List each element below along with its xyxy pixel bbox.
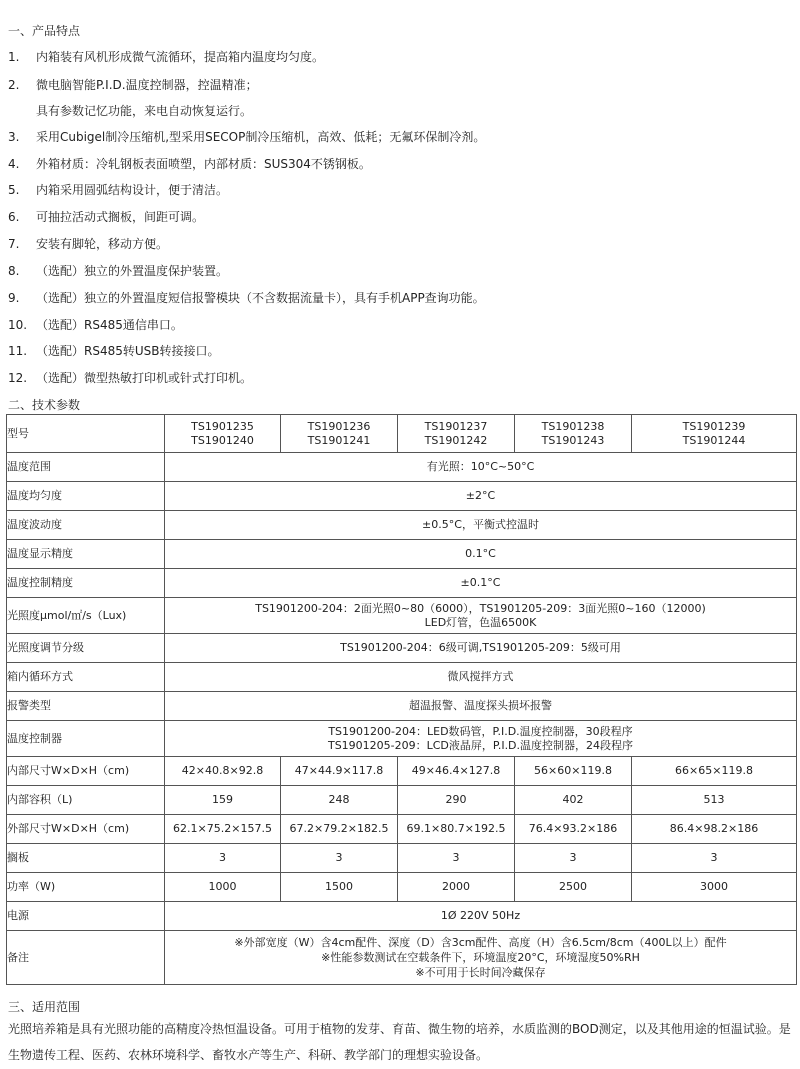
table-row bbox=[7, 569, 797, 598]
table-row bbox=[7, 482, 797, 511]
inner-size-cell: 66×65×119.8 bbox=[632, 757, 797, 786]
section-title-application: 三、适用范围 bbox=[8, 1000, 81, 1014]
section-title-features: 一、产品特点 bbox=[8, 24, 81, 38]
feature-number: 2. bbox=[8, 78, 20, 92]
power-cell: 3000 bbox=[632, 873, 797, 902]
row-label-notes: 备注 bbox=[7, 931, 165, 985]
feature-text: 微电脑智能P.I.D.温度控制器，控温精准； bbox=[36, 78, 258, 92]
feature-text: 可抽拉活动式搁板，间距可调。 bbox=[36, 210, 205, 224]
feature-text: 内箱装有风机形成微气流循环，提高箱内温度均匀度。 bbox=[36, 50, 325, 64]
note-line: ※不可用于长时间冷藏保存 bbox=[415, 966, 546, 979]
model-code: TS1901240 bbox=[191, 433, 254, 447]
notes-value bbox=[165, 931, 797, 985]
model-cell bbox=[632, 415, 797, 453]
power-cell: 2000 bbox=[398, 873, 515, 902]
inner-size-cell: 49×46.4×127.8 bbox=[398, 757, 515, 786]
shelves-cell: 3 bbox=[632, 844, 797, 873]
feature-item bbox=[36, 102, 252, 119]
shelves-cell: 3 bbox=[398, 844, 515, 873]
row-label-inner-size: 内部尺寸W×D×H（cm) bbox=[7, 757, 165, 786]
feature-text: （选配）独立的外置温度短信报警模块（不含数据流量卡），具有手机APP查询功能。 bbox=[36, 291, 485, 305]
supply-value: 1Ø 220V 50Hz bbox=[165, 902, 797, 931]
table-row bbox=[7, 511, 797, 540]
feature-number: 8. bbox=[8, 264, 20, 278]
note-line: ※性能参数测试在空载条件下，环境温度20°C，环境湿度50%RH bbox=[321, 951, 640, 964]
table-row bbox=[7, 873, 797, 902]
model-code: TS1901237 bbox=[424, 419, 488, 433]
feature-text: （选配）微型热敏打印机或针式打印机。 bbox=[36, 371, 253, 385]
row-label-alarm: 报警类型 bbox=[7, 692, 165, 721]
illuminance-line: TS1901200-204：2面光照0~80（6000），TS1901205-209：3面光照0~160（12000) bbox=[255, 601, 706, 615]
table-row bbox=[7, 757, 797, 786]
model-code: TS1901236 bbox=[307, 419, 371, 433]
volume-cell: 248 bbox=[281, 786, 398, 815]
table-row bbox=[7, 453, 797, 482]
feature-text: （选配）独立的外置温度保护装置。 bbox=[36, 264, 229, 278]
outer-size-cell: 69.1×80.7×192.5 bbox=[398, 815, 515, 844]
feature-number: 9. bbox=[8, 291, 20, 305]
shelves-cell: 3 bbox=[281, 844, 398, 873]
table-row bbox=[7, 844, 797, 873]
row-label-power: 功率（W) bbox=[7, 873, 165, 902]
model-code: TS1901235 bbox=[191, 419, 254, 433]
feature-number: 7. bbox=[8, 237, 20, 251]
row-label-volume: 内部容积（L) bbox=[7, 786, 165, 815]
table-row bbox=[7, 721, 797, 757]
row-label-temp-range: 温度范围 bbox=[7, 453, 165, 482]
feature-item bbox=[8, 369, 252, 386]
outer-size-cell: 76.4×93.2×186 bbox=[515, 815, 632, 844]
temp-uniformity-value: ±2°C bbox=[165, 482, 797, 511]
feature-number: 1. bbox=[8, 50, 20, 64]
power-cell: 2500 bbox=[515, 873, 632, 902]
shelves-cell: 3 bbox=[165, 844, 281, 873]
feature-item bbox=[8, 181, 228, 198]
inner-size-cell: 47×44.9×117.8 bbox=[281, 757, 398, 786]
feature-item bbox=[8, 48, 324, 65]
alarm-value: 超温报警、温度探头损坏报警 bbox=[165, 692, 797, 721]
feature-number: 4. bbox=[8, 157, 20, 171]
model-cell bbox=[165, 415, 281, 453]
row-label-temp-uniformity: 温度均匀度 bbox=[7, 482, 165, 511]
controller-line: TS1901205-209：LCD液晶屏，P.I.D.温度控制器，24段程序 bbox=[327, 738, 634, 752]
inner-size-cell: 42×40.8×92.8 bbox=[165, 757, 281, 786]
feature-text: 内箱采用圆弧结构设计，便于清洁。 bbox=[36, 183, 229, 197]
illuminance-value bbox=[165, 598, 797, 634]
power-cell: 1000 bbox=[165, 873, 281, 902]
feature-text: 外箱材质：冷轧钢板表面喷塑，内部材质：SUS304不锈钢板。 bbox=[36, 157, 371, 171]
feature-number: 6. bbox=[8, 210, 20, 224]
table-row bbox=[7, 786, 797, 815]
row-label-display-accuracy: 温度显示精度 bbox=[7, 540, 165, 569]
inner-size-cell: 56×60×119.8 bbox=[515, 757, 632, 786]
feature-number: 3. bbox=[8, 130, 20, 144]
power-cell: 1500 bbox=[281, 873, 398, 902]
table-row bbox=[7, 540, 797, 569]
feature-text: （选配）RS485转USB转接接口。 bbox=[36, 344, 220, 358]
feature-number: 11. bbox=[8, 344, 28, 358]
feature-text: 采用Cubigel制冷压缩机,型采用SECOP制冷压缩机，高效、低耗；无氟环保制冷剂。 bbox=[36, 130, 486, 144]
feature-item bbox=[8, 235, 168, 252]
volume-cell: 159 bbox=[165, 786, 281, 815]
table-row bbox=[7, 815, 797, 844]
volume-cell: 290 bbox=[398, 786, 515, 815]
table-row bbox=[7, 634, 797, 663]
row-label-circulation: 箱内循环方式 bbox=[7, 663, 165, 692]
outer-size-cell: 86.4×98.2×186 bbox=[632, 815, 797, 844]
model-code: TS1901242 bbox=[424, 433, 488, 447]
feature-item bbox=[8, 128, 485, 145]
feature-item bbox=[8, 155, 371, 172]
volume-cell: 402 bbox=[515, 786, 632, 815]
feature-text: （选配）RS485通信串口。 bbox=[36, 318, 183, 332]
feature-item bbox=[8, 76, 258, 93]
feature-item bbox=[8, 342, 220, 359]
section-title-specs: 二、技术参数 bbox=[8, 398, 81, 412]
model-code: TS1901244 bbox=[682, 433, 746, 447]
table-row bbox=[7, 415, 797, 453]
illuminance-line: LED灯管，色温6500K bbox=[424, 615, 537, 629]
table-row bbox=[7, 931, 797, 985]
controller-line: TS1901200-204：LED数码管，P.I.D.温度控制器，30段程序 bbox=[328, 724, 633, 738]
outer-size-cell: 62.1×75.2×157.5 bbox=[165, 815, 281, 844]
row-label-control-accuracy: 温度控制精度 bbox=[7, 569, 165, 598]
model-code: TS1901239 bbox=[682, 419, 746, 433]
shelves-cell: 3 bbox=[515, 844, 632, 873]
feature-number: 10. bbox=[8, 318, 28, 332]
model-cell bbox=[398, 415, 515, 453]
temp-fluctuation-value: ±0.5°C，平衡式控温时 bbox=[165, 511, 797, 540]
model-code: TS1901243 bbox=[541, 433, 605, 447]
model-code: TS1901241 bbox=[307, 433, 371, 447]
row-label-shelves: 搁板 bbox=[7, 844, 165, 873]
model-cell bbox=[515, 415, 632, 453]
spec-table bbox=[6, 414, 797, 985]
feature-item bbox=[8, 316, 183, 333]
row-label-model: 型号 bbox=[7, 415, 165, 453]
control-accuracy-value: ±0.1°C bbox=[165, 569, 797, 598]
controller-value bbox=[165, 721, 797, 757]
row-label-controller: 温度控制器 bbox=[7, 721, 165, 757]
row-label-illuminance: 光照度μmol/㎡/s（Lux) bbox=[7, 598, 165, 634]
row-label-temp-fluctuation: 温度波动度 bbox=[7, 511, 165, 540]
application-text: 光照培养箱是具有光照功能的高精度冷热恒温设备。可用于植物的发芽、育苗、微生物的培养，水质监测的BOD测定，以及其他用途的恒温试验。是生物遗传工程、医药、农林环境科学、畜牧水产等生产、科研、教学部门的理想实验设备。 bbox=[8, 1022, 791, 1062]
table-row bbox=[7, 692, 797, 721]
table-row bbox=[7, 598, 797, 634]
temp-range-value: 有光照：10°C~50°C bbox=[165, 453, 797, 482]
table-row bbox=[7, 902, 797, 931]
circulation-value: 微风搅拌方式 bbox=[165, 663, 797, 692]
row-label-outer-size: 外部尺寸W×D×H（cm) bbox=[7, 815, 165, 844]
feature-number: 12. bbox=[8, 371, 28, 385]
row-label-light-levels: 光照度调节分级 bbox=[7, 634, 165, 663]
light-levels-value: TS1901200-204：6级可调,TS1901205-209：5级可用 bbox=[165, 634, 797, 663]
feature-item bbox=[8, 208, 204, 225]
model-cell bbox=[281, 415, 398, 453]
table-row bbox=[7, 663, 797, 692]
feature-text: 安装有脚轮，移动方便。 bbox=[36, 237, 169, 251]
note-line: ※外部宽度（W）含4cm配件、深度（D）含3cm配件、高度（H）含6.5cm/8cm（400L以上）配件 bbox=[234, 936, 727, 949]
volume-cell: 513 bbox=[632, 786, 797, 815]
outer-size-cell: 67.2×79.2×182.5 bbox=[281, 815, 398, 844]
feature-item bbox=[8, 289, 485, 306]
display-accuracy-value: 0.1°C bbox=[165, 540, 797, 569]
feature-text: 具有参数记忆功能，来电自动恢复运行。 bbox=[36, 104, 253, 118]
feature-number: 5. bbox=[8, 183, 20, 197]
row-label-supply: 电源 bbox=[7, 902, 165, 931]
feature-item bbox=[8, 262, 228, 279]
model-code: TS1901238 bbox=[541, 419, 605, 433]
